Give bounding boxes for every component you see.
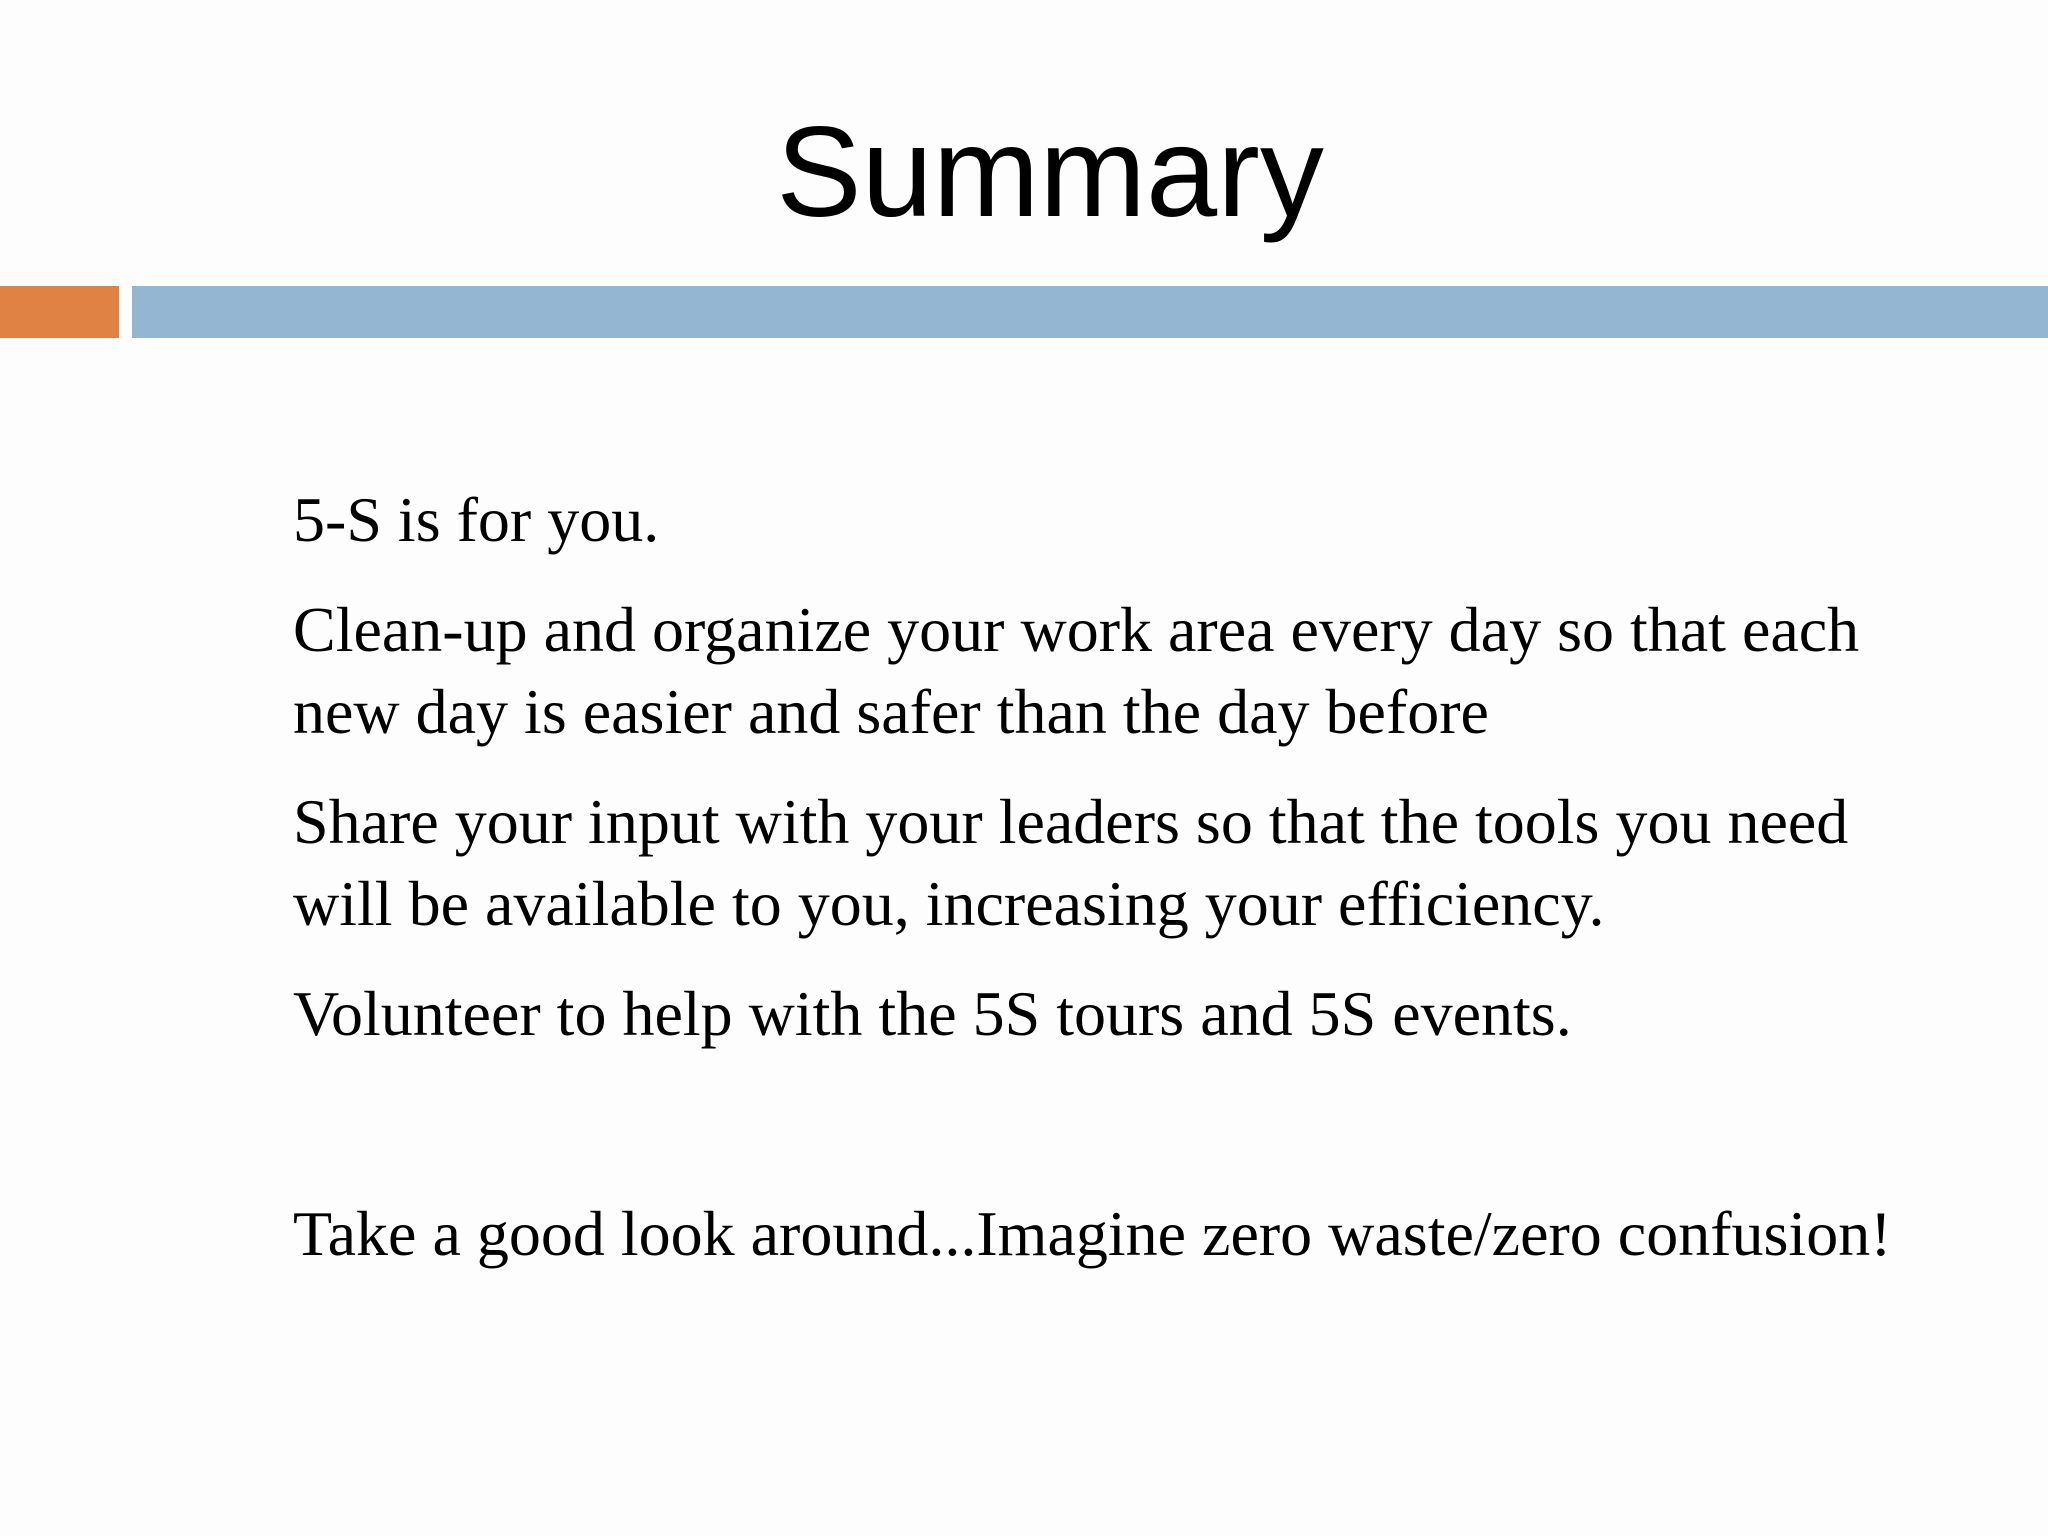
closing-paragraph: Take a good look around...Imagine zero waste/zero confusion! <box>293 1198 1892 1269</box>
title-divider-bar <box>132 286 2048 338</box>
paragraph: Clean-up and organize your work area every day so that each new day is easier and safer than the day before <box>293 594 1860 747</box>
slide-title: Summary <box>776 101 1324 244</box>
paragraph: Share your input with your leaders so that the tools you need will be available to you, increasing your efficiency. <box>293 786 1849 939</box>
spacer <box>293 1083 1913 1193</box>
paragraph: 5-S is for you. <box>293 484 660 555</box>
slide-body <box>293 479 1913 1303</box>
accent-bar <box>0 286 119 338</box>
paragraph: Volunteer to help with the 5S tours and 5S events. <box>293 978 1572 1049</box>
